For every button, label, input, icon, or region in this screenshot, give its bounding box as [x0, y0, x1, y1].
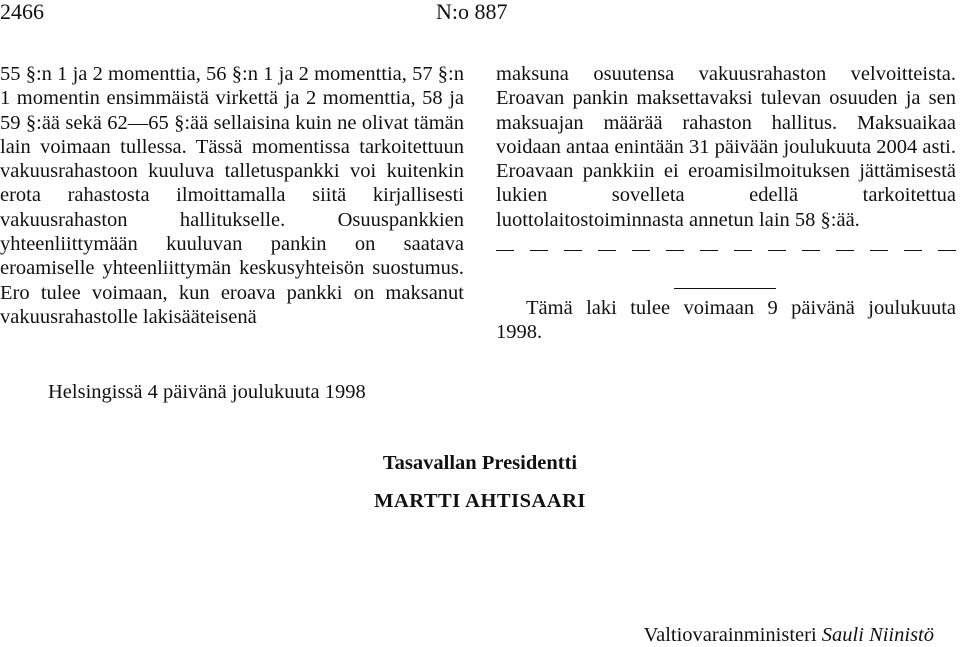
page-number: 2466: [0, 0, 44, 24]
omission-dash: [496, 250, 514, 251]
omission-dash: [564, 250, 582, 251]
left-column: [0, 62, 464, 329]
body-paragraph: 55 §:n 1 ja 2 momenttia, 56 §:n 1 ja 2 momenttia, 57 §:n 1 momentin ensimmäistä virkettä ja 2 momenttia, 58 ja 59 §:ää sekä 62—65 §:ää sellaisina kuin ne olivat tämän lain voimaan tullessa. Tässä momentissa tarkoitettuun vakuusrahastoon kuuluva talletuspankki voi kuitenkin erota rahastosta ilmoittamalla siitä kirjallisesti vakuusrahaston hallitukselle. Osuuspankkien yhteenliittymään kuuluvan pankin on saatava eroamiselle yhteenliittymän keskusyhteisön suostumus. Ero tulee voimaan, kun eroava pankki on maksanut vakuusrahastolle lakisääteisenä: [0, 63, 464, 328]
right-column: [496, 62, 956, 232]
omission-dash: [904, 250, 922, 251]
omission-dash: [802, 250, 820, 251]
minister-signature: [644, 624, 934, 647]
signature-name: MARTTI AHTISAARI: [374, 490, 586, 512]
place-date: Helsingissä 4 päivänä joulukuuta 1998: [48, 381, 366, 403]
omission-dash: [700, 250, 718, 251]
omission-dash: [632, 250, 650, 251]
body-paragraph: maksuna osuutensa vakuusrahaston velvoitteista. Eroavan pankin maksettavaksi tulevan osuuden ja sen maksuajan määrää rahaston hallitus. Maksuaikaa voidaan antaa enintään 31 päivään joulukuuta 2004 asti. Eroavaan pankkiin ei eroamisilmoituksen jättämisestä lukien sovelleta edellä tarkoitettua luottolaitostoiminnasta annetun lain 58 §:ää.: [496, 63, 956, 231]
omission-dash: [530, 250, 548, 251]
section-rule: [674, 288, 776, 289]
omission-dash: [836, 250, 854, 251]
omission-dash: [938, 250, 956, 251]
omission-dash: [598, 250, 616, 251]
minister-role: Valtiovarainministeri: [643, 624, 817, 646]
omission-dash: [768, 250, 786, 251]
omission-dash: [734, 250, 752, 251]
omission-dash: [666, 250, 684, 251]
issue-number: N:o 887: [436, 0, 508, 24]
omission-dash: [870, 250, 888, 251]
closing-statement: Tämä laki tulee voimaan 9 päivänä joulukuuta 1998.: [496, 297, 956, 344]
omission-dashes: [496, 250, 956, 251]
signature-title: Tasavallan Presidentti: [382, 452, 578, 474]
minister-name: Sauli Niinistö: [821, 624, 934, 646]
